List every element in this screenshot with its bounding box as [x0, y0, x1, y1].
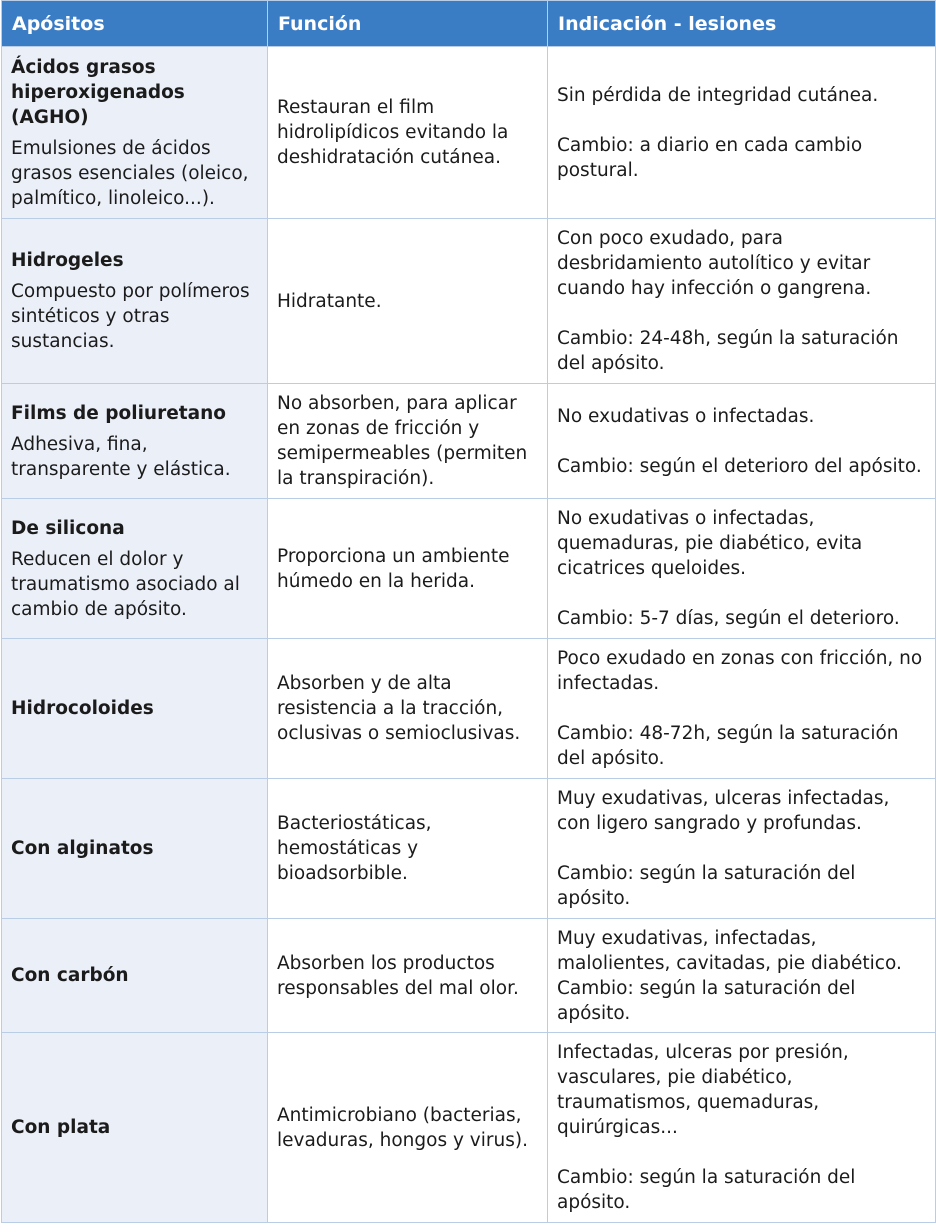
indication-text: Con poco exudado, para desbridamiento autolítico y evitar cuando hay infección o gangrena.: [557, 228, 872, 299]
indication-cell: [548, 639, 936, 779]
change-text: Cambio: 24-48h, según la saturación del apósito.: [557, 328, 899, 374]
header-apositos: Apósitos: [2, 1, 268, 47]
header-funcion: Función: [268, 1, 548, 47]
indication-text: No exudativas o infectadas, quemaduras, pie diabético, evita cicatrices queloides.: [557, 508, 863, 579]
header-row: [2, 1, 936, 47]
indication-cell: [548, 219, 936, 384]
indication-cell: [548, 499, 936, 639]
dressing-name-cell: [2, 47, 268, 219]
function-cell: Absorben y de alta resistencia a la tracción, oclusivas o semioclusivas.: [268, 639, 548, 779]
dressing-name: Films de poliuretano: [11, 402, 226, 424]
function-cell: No absorben, para aplicar en zonas de fricción y semipermeables (permiten la transpiración).: [268, 384, 548, 499]
function-cell: Restauran el film hidrolipídicos evitando la deshidratación cutánea.: [268, 47, 548, 219]
change-text: Cambio: según la saturación del apósito.: [557, 977, 856, 1024]
indication-text: Poco exudado en zonas con fricción, no infectadas.: [557, 648, 923, 694]
dressing-name: Hidrocoloides: [11, 698, 154, 719]
change-text: Cambio: 48-72h, según la saturación del apósito.: [557, 723, 899, 769]
dressing-description: Emulsiones de ácidos grasos esenciales (oleico, palmítico, linoleico...).: [11, 137, 249, 209]
function-cell: Hidratante.: [268, 219, 548, 384]
table-row: [2, 919, 936, 1033]
header-indicacion: Indicación - lesiones: [548, 1, 936, 47]
indication-cell: [548, 47, 936, 219]
change-text: Cambio: según la saturación del apósito.: [557, 1167, 856, 1213]
indication-cell: [548, 1033, 936, 1223]
dressing-name-cell: [2, 499, 268, 639]
dressing-name: De silicona: [11, 517, 125, 539]
change-text: Cambio: según el deterioro del apósito.: [557, 455, 922, 477]
indication-text: Muy exudativas, infectadas, malolientes, cavitadas, pie diabético.: [557, 927, 902, 974]
table-row: [2, 47, 936, 219]
dressing-description: Adhesiva, fina, transparente y elástica.: [11, 433, 231, 480]
dressing-name-cell: [2, 919, 268, 1033]
table-row: [2, 499, 936, 639]
indication-cell: [548, 779, 936, 919]
dressing-name-cell: [2, 779, 268, 919]
change-text: Cambio: a diario en cada cambio postural.: [557, 134, 863, 181]
function-cell: Proporciona un ambiente húmedo en la herida.: [268, 499, 548, 639]
dressing-name-cell: [2, 384, 268, 499]
function-cell: Absorben los productos responsables del mal olor.: [268, 919, 548, 1033]
dressing-name: Con plata: [11, 1117, 111, 1138]
indication-cell: [548, 919, 936, 1033]
indication-text: Sin pérdida de integridad cutánea.: [557, 84, 879, 106]
dressing-description: Reducen el dolor y traumatismo asociado al cambio de apósito.: [11, 548, 240, 620]
table-row: [2, 219, 936, 384]
table-row: [2, 779, 936, 919]
table-row: [2, 384, 936, 499]
table-row: [2, 639, 936, 779]
dressing-name: Con alginatos: [11, 838, 154, 859]
change-text: Cambio: 5-7 días, según el deterioro.: [557, 608, 900, 629]
dressing-name-cell: [2, 639, 268, 779]
dressings-table: [1, 0, 936, 1223]
dressing-name-cell: [2, 1033, 268, 1223]
dressing-description: Compuesto por polímeros sintéticos y otras sustancias.: [11, 281, 250, 352]
dressing-name-cell: [2, 219, 268, 384]
function-cell: Antimicrobiano (bacterias, levaduras, hongos y virus).: [268, 1033, 548, 1223]
indication-cell: [548, 384, 936, 499]
dressing-name: Hidrogeles: [11, 250, 124, 271]
dressing-name: Con carbón: [11, 965, 129, 986]
table-row: [2, 1033, 936, 1223]
change-text: Cambio: según la saturación del apósito.: [557, 863, 856, 909]
function-cell: Bacteriostáticas, hemostáticas y bioadsorbible.: [268, 779, 548, 919]
indication-text: No exudativas o infectadas.: [557, 405, 815, 427]
dressing-name: Ácidos grasos hiperoxigenados (AGHO): [11, 56, 185, 128]
indication-text: Muy exudativas, ulceras infectadas, con ligero sangrado y profundas.: [557, 788, 890, 834]
indication-text: Infectadas, ulceras por presión, vasculares, pie diabético, traumatismos, quemaduras, quirúrgicas...: [557, 1042, 849, 1138]
